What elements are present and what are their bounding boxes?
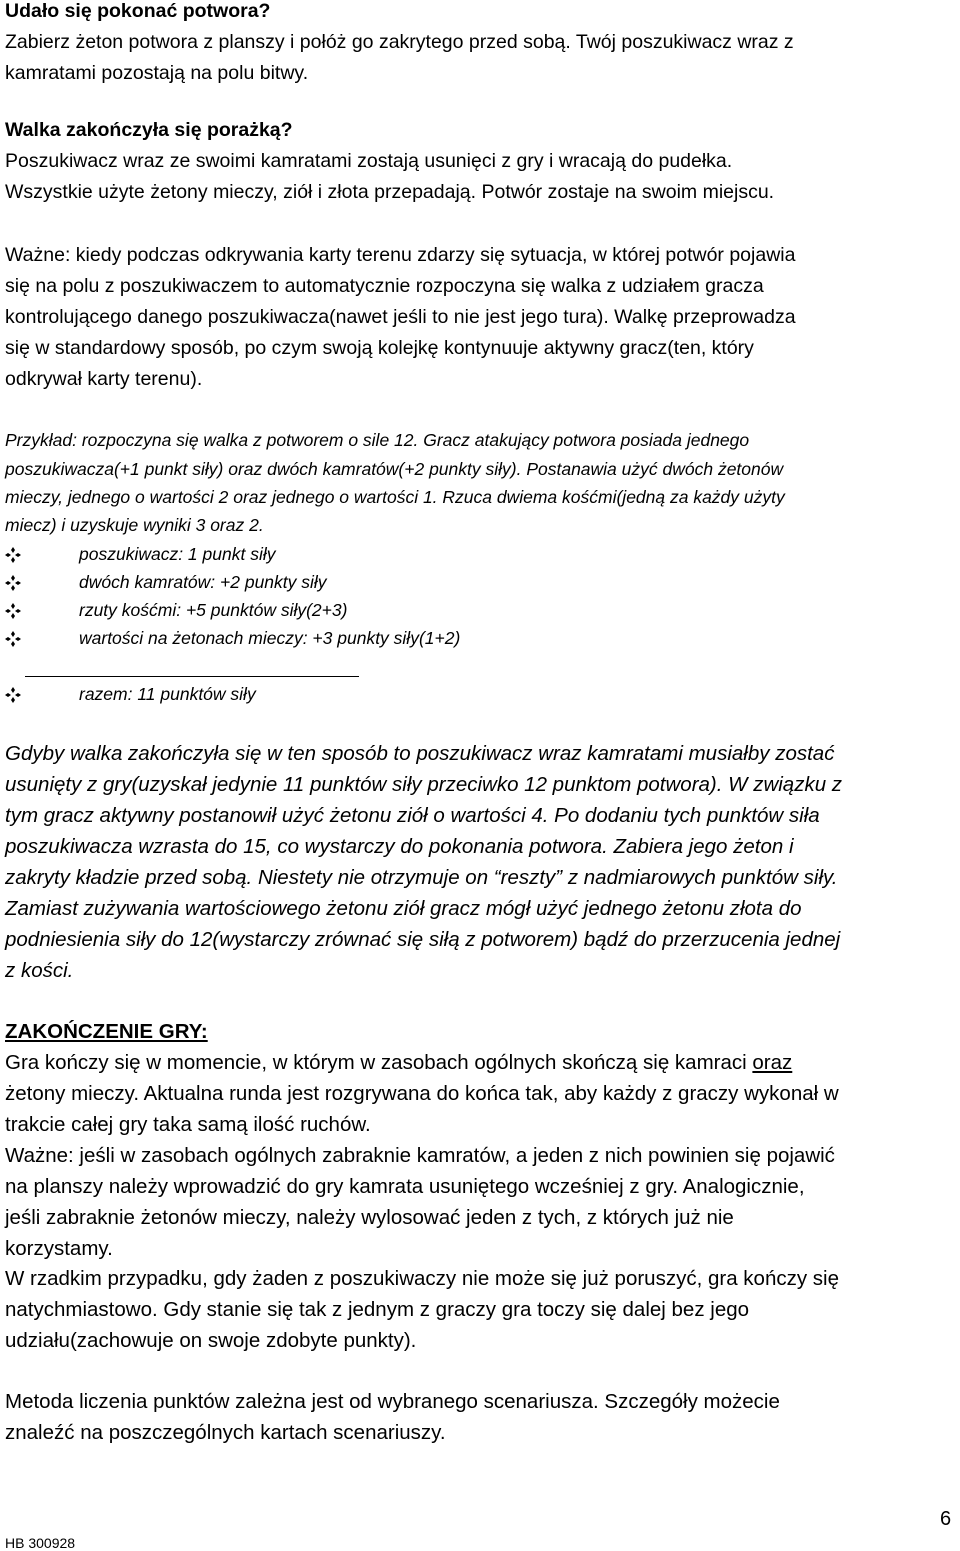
bullet-text: dwóch kamratów: +2 punkty siły <box>79 572 327 592</box>
explanation-line-5: zakryty kładzie przed sobą. Niestety nie otrzymuje on “reszty” z nadmiarowych punktów siły. <box>5 866 838 889</box>
end-game-line-2: żetony mieczy. Aktualna runda jest rozgrywana do końca tak, aby każdy z graczy wykonał w <box>5 1082 839 1105</box>
end-game-line-8: W rzadkim przypadku, gdy żaden z poszukiwaczy nie może się już poruszyć, gra kończy się <box>5 1267 840 1290</box>
example-total <box>5 684 256 705</box>
defeat-line-2: Wszystkie użyte żetony mieczy, ziół i złota przepadają. Potwór zostaje na swoim miejscu. <box>5 181 775 203</box>
example-line-3: mieczy, jednego o wartości 2 oraz jednego o wartości 1. Rzuca dwiema kośćmi(jedną za każdy użyty <box>5 487 785 507</box>
bullet-text: rzuty kośćmi: +5 punktów siły(2+3) <box>79 600 348 620</box>
total-text: razem: 11 punktów siły <box>79 684 256 704</box>
end-game-line-6: jeśli zabraknie żetonów mieczy, należy wylosować jeden z tych, z których już nie <box>5 1206 734 1229</box>
important-line-5: odkrywał karty terenu). <box>5 368 203 390</box>
defeat-heading: Walka zakończyła się porażką? <box>5 119 293 141</box>
important-line-2: się na polu z poszukiwaczem to automatycznie rozpoczyna się walka z udziałem gracza <box>5 275 764 297</box>
diamond-bullet-icon <box>5 544 79 565</box>
explanation-line-1: Gdyby walka zakończyła się w ten sposób to poszukiwacz wraz kamratami musiałby zostać <box>5 742 835 765</box>
defeat-line-1: Poszukiwacz wraz ze swoimi kamratami zostają usunięci z gry i wracają do pudełka. <box>5 150 733 172</box>
victory-heading: Udało się pokonać potwora? <box>5 0 271 22</box>
diamond-bullet-icon <box>5 572 79 593</box>
example-bullet <box>5 600 347 621</box>
footer-code: HB 300928 <box>5 1535 76 1551</box>
example-line-4: miecz) i uzyskuje wyniki 3 oraz 2. <box>5 515 264 535</box>
important-line-3: kontrolującego danego poszukiwacza(nawet jeśli to nie jest jego tura). Walkę przeprowadza <box>5 306 796 328</box>
end-game-line-9: natychmiastowo. Gdy stanie się tak z jednym z graczy gra toczy się dalej bez jego <box>5 1298 750 1321</box>
explanation-line-6: Zamiast zużywania wartościowego żetonu ziół gracz mógł użyć jednego żetonu złota do <box>5 897 802 920</box>
end-game-line-4: Ważne: jeśli w zasobach ogólnych zabraknie kamratów, a jeden z nich powinien się pojawić <box>5 1144 835 1167</box>
end-game-heading: ZAKOŃCZENIE GRY: <box>5 1020 208 1043</box>
explanation-line-8: z kości. <box>5 959 74 982</box>
bullet-text: wartości na żetonach mieczy: +3 punkty siły(1+2) <box>79 628 461 648</box>
end-game-underlined-word: oraz <box>752 1051 793 1074</box>
diamond-bullet-icon <box>5 684 79 705</box>
page-number: 6 <box>940 1508 952 1530</box>
bullet-text: poszukiwacz: 1 punkt siły <box>79 544 276 564</box>
end-game-line-3: trakcie całej gry taka samą ilość ruchów. <box>5 1113 371 1136</box>
explanation-line-3: tym gracz aktywny postanowił użyć żetonu ziół o wartości 4. Po dodaniu tych punktów siła <box>5 804 820 827</box>
victory-line-2: kamratami pozostają na polu bitwy. <box>5 62 309 84</box>
example-bullet <box>5 628 460 649</box>
important-line-1: Ważne: kiedy podczas odkrywania karty terenu zdarzy się sytuacja, w której potwór pojawia <box>5 244 796 266</box>
explanation-line-7: podniesienia siły do 12(wystarczy zrównać się siłą z potworem) bądź do przerzucenia jednej <box>5 928 841 951</box>
diamond-bullet-icon <box>5 600 79 621</box>
explanation-line-2: usunięty z gry(uzyskał jedynie 11 punktów siły przeciwko 12 punktom potwora). W związku z <box>5 773 843 796</box>
example-bullet <box>5 544 275 565</box>
important-line-4: się w standardowy sposób, po czym swoją kolejkę kontynuuje aktywny gracz(ten, który <box>5 337 754 359</box>
example-line-1: Przykład: rozpoczyna się walka z potworem o sile 12. Gracz atakujący potwora posiada jednego <box>5 430 750 450</box>
example-line-2: poszukiwacza(+1 punkt siły) oraz dwóch kamratów(+2 punkty siły). Postanawia użyć dwóch żetonów <box>5 459 784 479</box>
scoring-line-1: Metoda liczenia punktów zależna jest od wybranego scenariusza. Szczegóły możecie <box>5 1390 780 1413</box>
end-game-line-1 <box>5 1051 792 1075</box>
explanation-line-4: poszukiwacza wzrasta do 15, co wystarczy do pokonania potwora. Zabiera jego żeton i <box>5 835 794 858</box>
end-game-line-5: na planszy należy wprowadzić do gry kamrata usuniętego wcześniej z gry. Analogicznie, <box>5 1175 805 1198</box>
diamond-bullet-icon <box>5 628 79 649</box>
victory-line-1: Zabierz żeton potwora z planszy i połóż go zakrytego przed sobą. Twój poszukiwacz wraz z <box>5 31 794 53</box>
end-game-line-10: udziału(zachowuje on swoje zdobyte punkty). <box>5 1329 417 1352</box>
example-bullet <box>5 572 327 593</box>
end-game-line-1-text: Gra kończy się w momencie, w którym w zasobach ogólnych skończą się kamraci <box>5 1051 753 1074</box>
end-game-line-7: korzystamy. <box>5 1237 113 1260</box>
scoring-line-2: znaleźć na poszczególnych kartach scenariuszy. <box>5 1421 446 1444</box>
sum-divider <box>25 676 359 677</box>
